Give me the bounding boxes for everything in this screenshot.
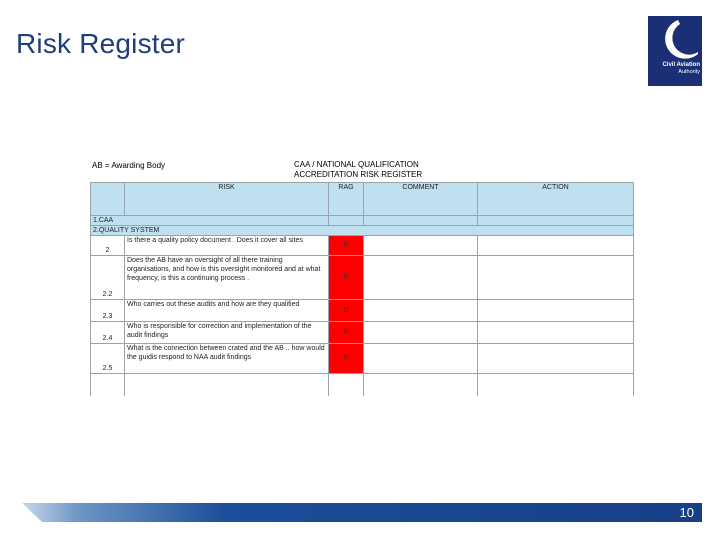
table-row (91, 300, 634, 322)
section-row (91, 226, 634, 236)
row-number: 2.2 (91, 256, 125, 300)
column-header-risk: RISK (125, 183, 329, 216)
column-header-action: ACTION (478, 183, 634, 216)
comment-cell (364, 300, 478, 322)
risk-text: Who carries out these audits and how are they qualified (125, 300, 329, 322)
page-number: 10 (679, 505, 694, 520)
row-number: 2.4 (91, 322, 125, 344)
action-cell (478, 322, 634, 344)
action-cell (478, 256, 634, 300)
table-row-blank (91, 374, 634, 397)
logo-text-line2: Authority (678, 69, 700, 75)
footer-bar (22, 503, 702, 522)
action-cell (478, 236, 634, 256)
risk-text: Who is responsible for correction and implementation of the audit findings (125, 322, 329, 344)
section-row (91, 216, 634, 226)
rag-cell: R (329, 322, 364, 344)
caa-logo (648, 16, 702, 86)
column-header-comment: COMMENT (364, 183, 478, 216)
row-number: 2 (91, 236, 125, 256)
row-number: 2.3 (91, 300, 125, 322)
column-header-rag: RAG (329, 183, 364, 216)
table-row (91, 256, 634, 300)
section-label: 1.CAA (91, 216, 329, 226)
risk-register-table (90, 182, 634, 396)
table-row (91, 236, 634, 256)
slide-title: Risk Register (16, 28, 186, 59)
comment-cell (364, 256, 478, 300)
comment-cell (364, 236, 478, 256)
document-title (294, 160, 422, 180)
action-cell (478, 344, 634, 374)
rag-cell: D (329, 300, 364, 322)
rag-cell: R (329, 344, 364, 374)
rag-cell: R (329, 236, 364, 256)
risk-text: Is there a quality policy document . Does it cover all sites (125, 236, 329, 256)
table-row (91, 322, 634, 344)
section-label: 2.QUALITY SYSTEM (91, 226, 634, 236)
document-heading: AB = Awarding Body (92, 161, 166, 170)
risk-text: What is the connection between crated and the AB .. how would the guidis respond to NAA audit findings (125, 344, 329, 374)
risk-text: Does the AB have an oversight of all there training organisations, and how is this oversight monitored and at what frequency, is this a continuing process . (125, 256, 329, 300)
table-header-row (91, 183, 634, 216)
action-cell (478, 300, 634, 322)
rag-cell: R (329, 256, 364, 300)
table-row (91, 344, 634, 374)
comment-cell (364, 344, 478, 374)
document-title-line2: ACCREDITATION RISK REGISTER (294, 170, 423, 179)
row-number: 2.5 (91, 344, 125, 374)
comment-cell (364, 322, 478, 344)
logo-text-line1: Civil Aviation (662, 62, 700, 68)
document-title-line1: CAA / NATIONAL QUALIFICATION (294, 160, 419, 169)
